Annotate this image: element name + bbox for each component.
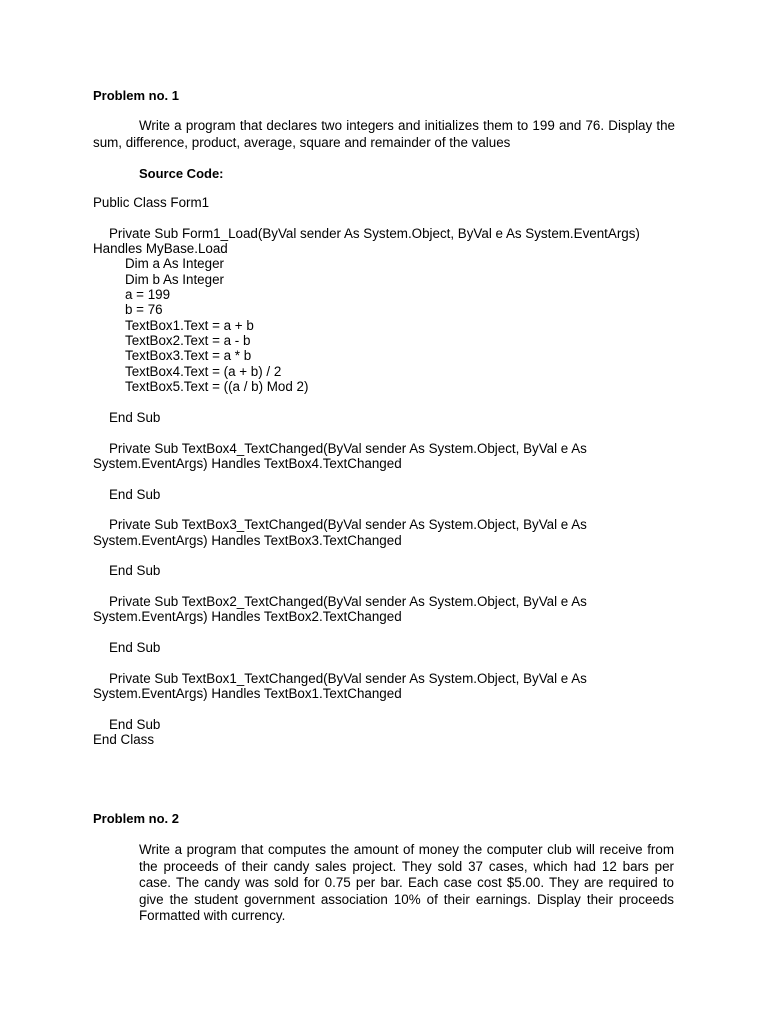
code-line: End Sub <box>109 716 161 732</box>
code-line: Private Sub Form1_Load(ByVal sender As System.Object, ByVal e As System.EventArgs) <box>109 225 640 241</box>
code-line <box>93 471 693 486</box>
source-code-block <box>93 195 693 747</box>
code-line: Dim a As Integer <box>125 256 224 272</box>
code-line: Private Sub TextBox2_TextChanged(ByVal sender As System.Object, ByVal e As <box>109 593 587 609</box>
code-line <box>93 579 693 594</box>
code-line: End Sub <box>109 639 161 655</box>
problem-1-heading: Problem no. 1 <box>93 88 179 103</box>
code-line: TextBox4.Text = (a + b) / 2 <box>125 363 282 379</box>
code-line <box>93 625 693 640</box>
code-line: Private Sub TextBox1_TextChanged(ByVal sender As System.Object, ByVal e As <box>109 670 587 686</box>
code-line <box>93 548 693 563</box>
code-line: TextBox1.Text = a + b <box>125 317 254 333</box>
source-code-label: Source Code: <box>139 166 224 181</box>
problem-2-heading: Problem no. 2 <box>93 811 179 826</box>
code-line: End Class <box>93 732 155 748</box>
code-line: TextBox2.Text = a - b <box>125 333 251 349</box>
code-line <box>93 394 693 409</box>
code-line: System.EventArgs) Handles TextBox1.TextChanged <box>93 686 402 701</box>
code-line: End Sub <box>109 563 161 579</box>
code-line <box>93 425 693 440</box>
problem-2-description: Write a program that computes the amount of money the computer club will receive from the proceeds of their candy sales project. They sold 37 cases, which had 12 bars per case. The candy was sold for 0.75 per bar. Each case cost $5.00. They are required to give the student government association 10% of their earnings. Display their proceeds Formatted with currency. <box>139 842 674 924</box>
code-line: Public Class Form1 <box>93 195 210 210</box>
code-line <box>93 701 693 716</box>
code-line: b = 76 <box>125 302 163 318</box>
problem-1-description: Write a program that declares two integers and initializes them to 199 and 76. Display the sum, difference, product, average, square and remainder of the values <box>93 118 675 150</box>
code-line <box>93 502 693 517</box>
code-line: a = 199 <box>125 287 171 303</box>
code-line: System.EventArgs) Handles TextBox2.TextChanged <box>93 609 402 625</box>
code-line: System.EventArgs) Handles TextBox4.TextChanged <box>93 455 402 471</box>
code-line: End Sub <box>109 486 161 502</box>
code-line: Handles MyBase.Load <box>93 241 228 257</box>
code-line: End Sub <box>109 409 161 425</box>
code-line: TextBox3.Text = a * b <box>125 348 252 364</box>
code-line: Dim b As Integer <box>125 271 224 287</box>
code-line: Private Sub TextBox4_TextChanged(ByVal sender As System.Object, ByVal e As <box>109 440 587 456</box>
code-line <box>93 210 693 225</box>
code-line <box>93 655 693 670</box>
code-line: Private Sub TextBox3_TextChanged(ByVal sender As System.Object, ByVal e As <box>109 517 587 533</box>
code-line: TextBox5.Text = ((a / b) Mod 2) <box>125 379 309 395</box>
code-line: System.EventArgs) Handles TextBox3.TextChanged <box>93 532 402 548</box>
